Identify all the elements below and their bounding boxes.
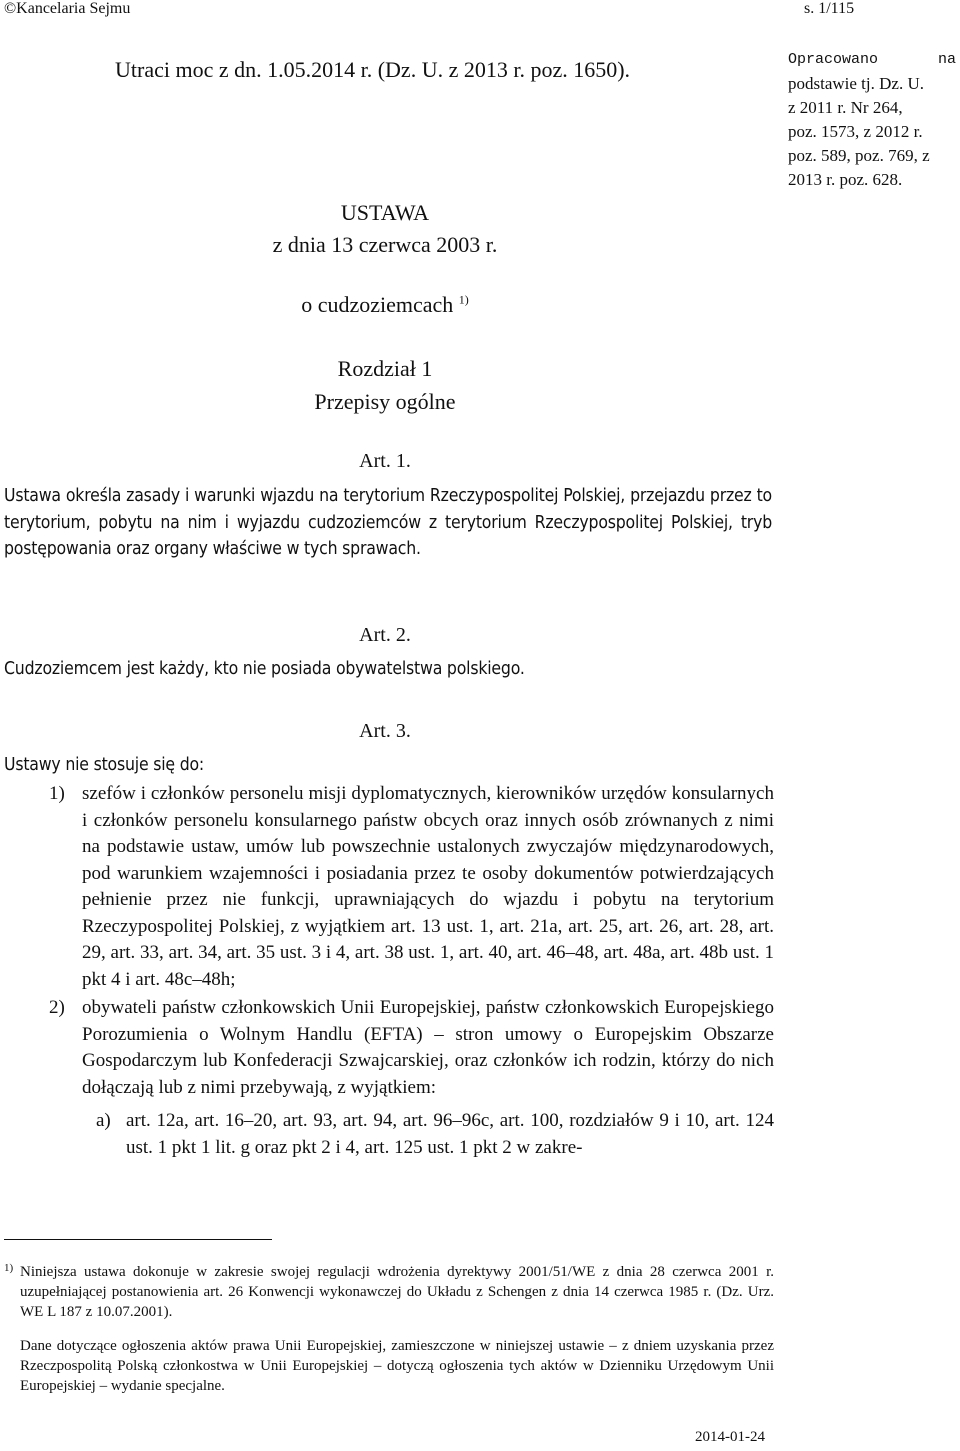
- footnote-divider: [4, 1239, 272, 1240]
- article-2-text: Cudzoziemcem jest każdy, kto nie posiada obywatelstwa polskiego.: [4, 659, 525, 679]
- repeal-note: Utraci moc z dn. 1.05.2014 r. (Dz. U. z 2013 r. poz. 1650).: [115, 57, 631, 82]
- footnote: [4, 1262, 774, 1322]
- consolidation-note-word: Opracowano: [788, 51, 879, 68]
- consolidation-note-line: poz. 589, poz. 769, z: [788, 146, 930, 165]
- chapter-number: Rozdział 1: [337, 356, 433, 381]
- article-2-label: Art. 2.: [359, 624, 411, 646]
- consolidation-note: [788, 48, 956, 192]
- list-item: [4, 995, 774, 1101]
- footnote-ref: 1): [458, 292, 469, 307]
- consolidation-note-line: podstawie tj. Dz. U.: [788, 74, 924, 93]
- consolidation-note-word: na: [937, 51, 956, 68]
- footnote-text: Niniejsza ustawa dokonuje w zakresie swojej regulacji wdrożenia dyrektywy 2001/51/WE z dnia 28 czerwca 2001 r. uzupełniającej postanowienia art. 26 Konwencji wykonawczej do Układu z Schengen z dnia 14 czerwca 1985 r. (Dz. Urz. WE L 187 z 10.07.2001).: [20, 1264, 774, 1320]
- list-item: [4, 781, 774, 993]
- list-item-text: szefów i członków personelu misji dyplomatycznych, kierowników urzędów konsularnych i członków personelu konsularnego państw obcych oraz innych osób zrównanych z nimi na podstawie ustaw, umów lub powszechnie ustalonych zwyczajów międzynarodowych, pod warunkiem wzajemności i posiadania przez te osoby dokumentów potwierdzających pełnienie przez nie funkcji, uprawniających do wjazdu i pobytu na terytorium Rzeczypospolitej Polskiej, z wyjątkiem art. 13 ust. 1, art. 21a, art. 25, art. 26, art. 28, art. 29, art. 33, art. 34, art. 35 ust. 3 i 4, art. 38 ust. 1, art. 40, art. 46–48, art. 48a, art. 48b ust. 1 pkt 4 i art. 48c–48h;: [82, 783, 774, 990]
- document-date: 2014-01-24: [695, 1429, 765, 1445]
- page-number: s. 1/115: [804, 0, 855, 17]
- list-item-number: 2): [49, 997, 65, 1018]
- article-3-label: Art. 3.: [359, 720, 411, 742]
- consolidation-note-line: 2013 r. poz. 628.: [788, 170, 903, 189]
- act-type: USTAWA: [340, 200, 430, 225]
- act-date: z dnia 13 czerwca 2003 r.: [272, 232, 498, 257]
- chapter-title: Przepisy ogólne: [314, 389, 456, 414]
- list-subitem-text: art. 12a, art. 16–20, art. 93, art. 94, art. 96–96c, art. 100, rozdziałów 9 i 10, art. 124 ust. 1 pkt 1 lit. g oraz pkt 2 i 4, art. 125 ust. 1 pkt 2 w zakre-: [126, 1110, 774, 1158]
- act-subject-text: o cudzoziemcach: [301, 292, 454, 317]
- footnote-eu-note: Dane dotyczące ogłoszenia aktów prawa Unii Europejskiej, zamieszczone w niniejszej ustawie – z dniem uzyskania przez Rzeczpospolitą Polską członkostwa w Unii Europejskiej – dotyczą ogłoszenia tych aktów w Dzienniku Urzędowym Unii Europejskiej – wydanie specjalne.: [20, 1338, 774, 1394]
- footnote-number: 1): [4, 1262, 14, 1274]
- article-1-text: Ustawa określa zasady i warunki wjazdu na terytorium Rzeczypospolitej Polskiej, przejazdu przez to terytorium, pobytu na nim i wyjazdu cudzoziemców z terytorium Rzeczypospolitej Polskiej, tryb postępowania oraz organy właściwe w tych sprawach.: [4, 486, 772, 559]
- list-subitem: [4, 1108, 774, 1161]
- list-item-number: 1): [49, 783, 65, 804]
- consolidation-note-line: [788, 48, 956, 72]
- article-1-label: Art. 1.: [359, 450, 411, 472]
- consolidation-note-line: z 2011 r. Nr 264,: [788, 98, 903, 117]
- consolidation-note-line: poz. 1573, z 2012 r.: [788, 122, 923, 141]
- list-item-text: obywateli państw członkowskich Unii Europejskiej, państw członkowskich Europejskiego Porozumienia o Wolnym Handlu (EFTA) – stron umowy o Europejskim Obszarze Gospodarczym lub Konfederacji Szwajcarskiej, oraz członków ich rodzin, którzy do nich dołączają lub z nimi przebywają, z wyjątkiem:: [82, 997, 774, 1098]
- article-3-list: [4, 781, 774, 1161]
- act-subject: [0, 292, 770, 318]
- header-source: ©Kancelaria Sejmu: [4, 0, 131, 17]
- list-subitem-letter: a): [96, 1110, 111, 1131]
- article-3-intro: Ustawy nie stosuje się do:: [4, 755, 205, 775]
